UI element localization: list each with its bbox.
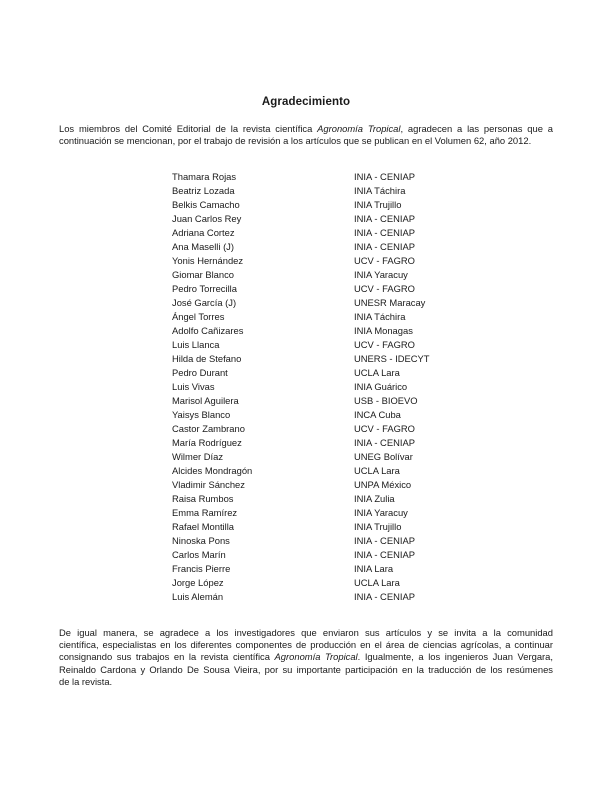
reviewer-institution: INIA Guárico [354,381,408,392]
reviewer-name: Yaisys Blanco [172,409,231,420]
reviewer-name: Ana Maselli (J) [172,241,234,252]
reviewer-institution: UNPA México [354,479,412,490]
reviewer-institution: UCV - FAGRO [354,339,415,350]
closing-line-4: Reinaldo Cardona y Orlando De Sousa Vieira, por su importante participación en la traducción de los resúmenes [59,663,553,675]
reviewer-name: Ninoska Pons [172,535,230,546]
reviewer-row [172,380,492,394]
reviewer-name: Emma Ramírez [172,507,238,518]
reviewer-name: Wilmer Díaz [172,451,224,462]
reviewer-row [172,254,492,268]
reviewer-name: Belkis Camacho [172,199,240,210]
reviewer-row [172,296,492,310]
reviewer-row [172,394,492,408]
reviewer-name: Castor Zambrano [172,423,245,434]
closing-line-1: De igual manera, se agradece a los investigadores que enviaron sus artículos y se invita a la comunidad [59,627,553,638]
reviewer-row [172,520,492,534]
reviewer-row [172,352,492,366]
reviewer-name: Alcides Mondragón [172,465,253,476]
reviewer-name: Beatriz Lozada [172,185,235,196]
reviewer-row [172,450,492,464]
reviewer-institution: INIA - CENIAP [354,591,415,602]
reviewer-institution: INIA Táchira [354,185,406,196]
reviewer-institution: INIA Yaracuy [354,507,408,518]
reviewer-name: Yonis Hernández [172,255,244,266]
reviewer-row [172,240,492,254]
reviewer-row [172,198,492,212]
reviewer-name: Jorge López [172,577,224,588]
reviewer-row [172,576,492,590]
reviewer-name: Adriana Cortez [172,227,235,238]
reviewer-row [172,590,492,604]
closing-text-after: . Igualmente, a los ingenieros Juan Vergara, [357,651,553,663]
reviewer-institution: INIA - CENIAP [354,241,415,252]
reviewer-name: Raisa Rumbos [172,493,234,504]
intro-text-after: , agradecen a las personas que a [400,123,553,134]
reviewer-row [172,492,492,506]
reviewer-name: Juan Carlos Rey [172,213,242,224]
reviewer-name: Luis Alemán [172,591,224,602]
reviewer-row [172,282,492,296]
intro-paragraph [59,123,553,147]
reviewer-name: Francis Pierre [172,563,231,574]
journal-name: Agronomía Tropical [317,123,401,134]
reviewer-institution: INCA Cuba [354,409,401,420]
reviewer-list [172,170,492,604]
reviewer-institution: UCV - FAGRO [354,255,415,266]
reviewer-name: Pedro Torrecilla [172,283,237,294]
reviewer-institution: UNEG Bolívar [354,451,413,462]
reviewer-institution: INIA Lara [354,563,394,574]
reviewer-row [172,366,492,380]
closing-text-before: consignando sus trabajos en la revista científica [59,651,275,663]
reviewer-row [172,562,492,576]
reviewer-institution: INIA - CENIAP [354,171,415,182]
reviewer-row [172,408,492,422]
reviewer-institution: UCLA Lara [354,367,400,378]
reviewer-institution: UCV - FAGRO [354,283,415,294]
closing-paragraph [59,627,553,688]
reviewer-row [172,506,492,520]
reviewer-institution: INIA - CENIAP [354,213,415,224]
reviewer-name: Luis Vivas [172,381,215,392]
reviewer-row [172,422,492,436]
reviewer-name: Vladimir Sánchez [172,479,245,490]
reviewer-institution: INIA - CENIAP [354,437,415,448]
reviewer-institution: INIA Táchira [354,311,406,322]
reviewer-name: Hilda de Stefano [172,353,242,364]
closing-line-3 [59,651,553,663]
reviewer-institution: INIA Trujillo [354,521,402,532]
reviewer-name: Thamara Rojas [172,171,237,182]
reviewer-institution: UNESR Maracay [354,297,426,308]
reviewer-institution: INIA Trujillo [354,199,402,210]
reviewer-institution: USB - BIOEVO [354,395,418,406]
reviewer-institution: UCLA Lara [354,577,400,588]
reviewer-row [172,226,492,240]
reviewer-name: Marisol Aguilera [172,395,239,406]
reviewer-name: María Rodríguez [172,437,242,448]
reviewer-row [172,338,492,352]
reviewer-row [172,310,492,324]
page-title: Agradecimiento [261,96,351,108]
reviewer-row [172,184,492,198]
reviewer-institution: INIA Zulia [354,493,395,504]
reviewer-name: Carlos Marín [172,549,226,560]
journal-name: Agronomía Tropical [274,651,358,663]
intro-text-before: Los miembros del Comité Editorial de la revista científica [59,123,318,134]
reviewer-name: Adolfo Cañizares [172,325,244,336]
reviewer-name: Rafael Montilla [172,521,235,532]
reviewer-institution: INIA - CENIAP [354,227,415,238]
reviewer-institution: UCV - FAGRO [354,423,415,434]
closing-line-5: de la revista. [59,675,113,687]
reviewer-institution: UCLA Lara [354,465,400,476]
reviewer-institution: INIA - CENIAP [354,535,415,546]
reviewer-row [172,464,492,478]
reviewer-row [172,170,492,184]
reviewer-row [172,534,492,548]
reviewer-name: Pedro Durant [172,367,228,378]
reviewer-name: Giomar Blanco [172,269,235,280]
reviewer-row [172,436,492,450]
reviewer-name: Luis Llanca [172,339,220,350]
intro-line-2: continuación se mencionan, por el trabajo de revisión a los artículos que se publican en el Volumen 62, año 2012. [59,135,532,147]
closing-line-2: científica, especialistas en los diferentes componentes de producción en el área de ciencias agrícolas, a continuar [59,639,553,651]
reviewer-row [172,324,492,338]
reviewer-row [172,212,492,226]
reviewer-institution: INIA - CENIAP [354,549,415,560]
reviewer-institution: UNERS - IDECYT [354,353,430,364]
intro-line-1 [59,123,553,135]
reviewer-row [172,478,492,492]
reviewer-row [172,548,492,562]
reviewer-name: Ángel Torres [172,311,225,322]
reviewer-institution: INIA Yaracuy [354,269,408,280]
reviewer-name: José García (J) [172,297,237,308]
reviewer-row [172,268,492,282]
reviewer-institution: INIA Monagas [354,325,413,336]
